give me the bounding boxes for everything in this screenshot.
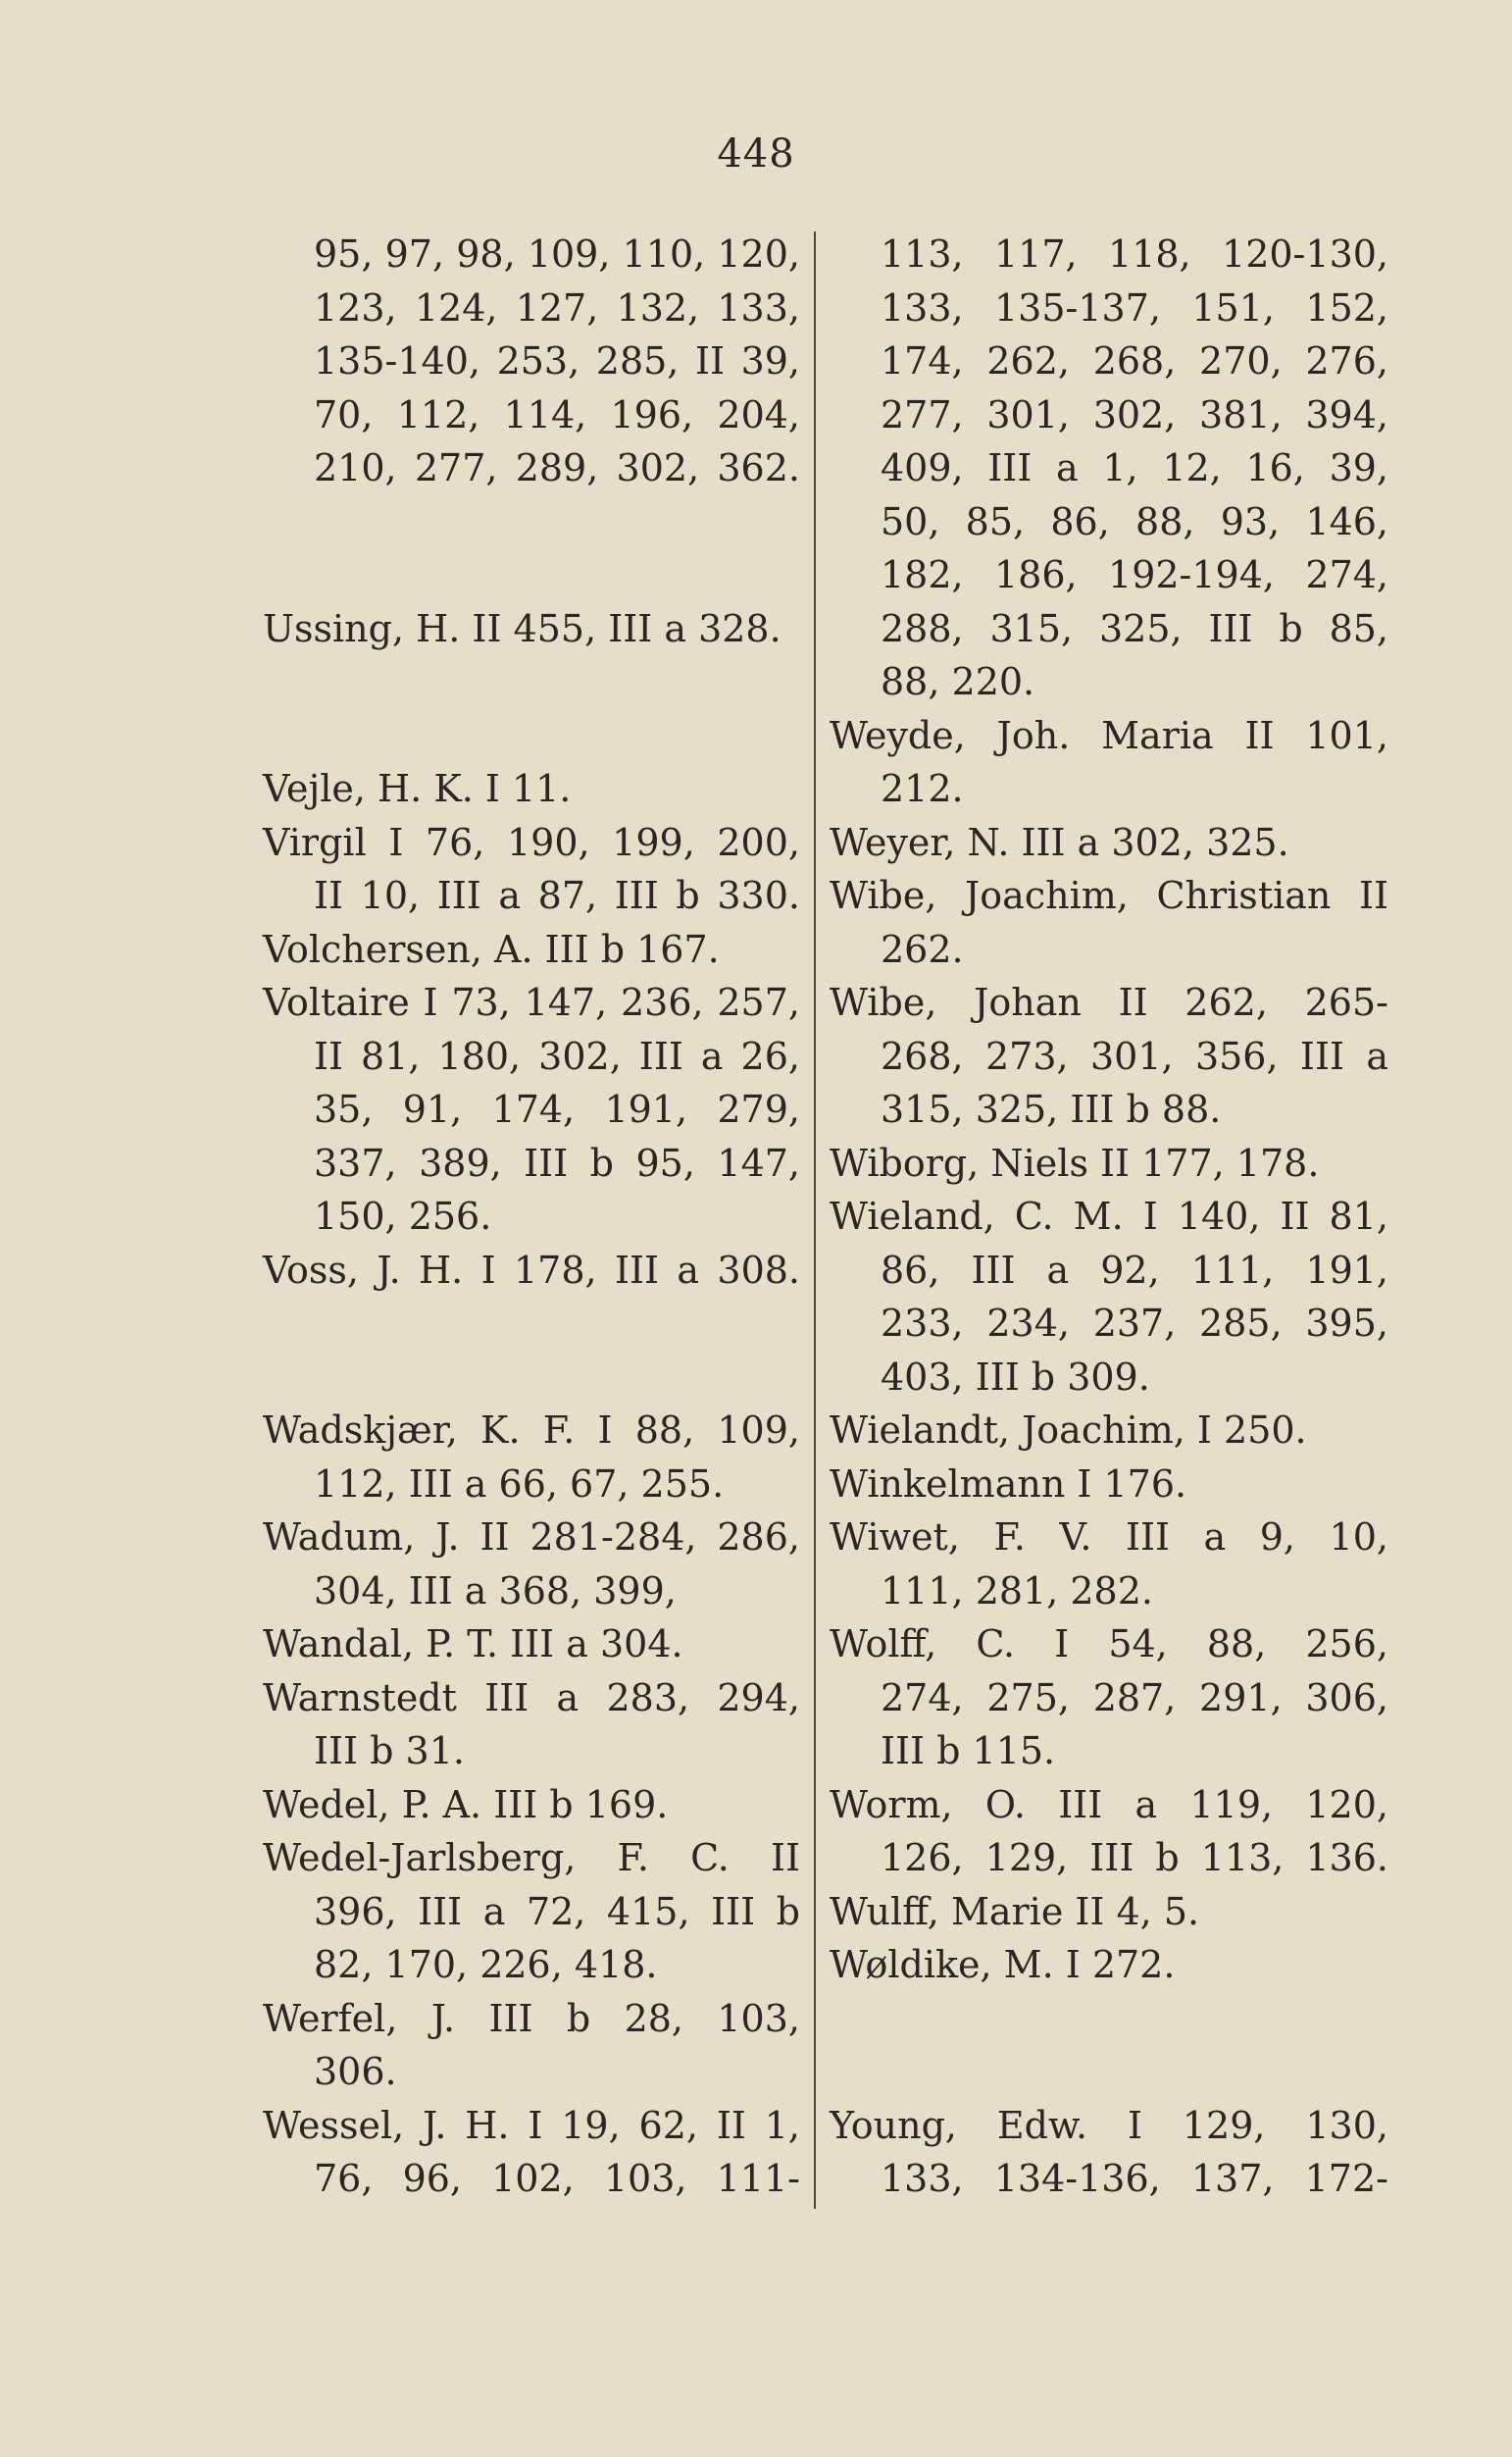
index-column-right bbox=[830, 228, 1388, 2206]
index-entry-voltaire: Voltaire I 73, 147, 236, 257, bbox=[263, 981, 800, 1024]
index-entry-virgil: Virgil I 76, 190, 199, 200, bbox=[263, 820, 800, 864]
index-line: 210, 277, 289, 302, 362. bbox=[314, 446, 800, 489]
index-line: 123, 124, 127, 132, 133, bbox=[314, 285, 800, 330]
index-line: 288, 315, 325, III b 85, bbox=[881, 606, 1388, 650]
index-entry-wiwet: Wiwet, F. V. III a 9, 10, bbox=[830, 1515, 1388, 1559]
index-line: 150, 256. bbox=[314, 1195, 492, 1238]
index-entry-wieland: Wieland, C. M. I 140, II 81, bbox=[830, 1195, 1388, 1238]
index-line: 396, III a 72, 415, III b bbox=[314, 1889, 800, 1933]
index-line: 135-140, 253, 285, II 39, bbox=[314, 339, 800, 383]
index-line: 126, 129, III b 113, 136. bbox=[881, 1836, 1388, 1879]
index-line: 50, 85, 86, 88, 93, 146, bbox=[881, 499, 1388, 543]
index-entry-wulff: Wulff, Marie II 4, 5. bbox=[830, 1889, 1200, 1933]
index-line: 35, 91, 174, 191, 279, bbox=[314, 1088, 800, 1131]
index-entry-winkelmann: Winkelmann I 176. bbox=[830, 1461, 1187, 1506]
index-entry-wibe-joachim: Wibe, Joachim, Christian II bbox=[830, 874, 1388, 917]
index-entry-ussing: Ussing, H. II 455, III a 328. bbox=[263, 606, 781, 650]
index-line: 174, 262, 268, 270, 276, bbox=[881, 339, 1388, 383]
index-entry-woldike: Wøldike, M. I 272. bbox=[830, 1943, 1176, 1986]
index-entry-wadskjaer: Wadskjær, K. F. I 88, 109, bbox=[263, 1408, 800, 1452]
index-entry-vejle: Vejle, H. K. I 11. bbox=[263, 767, 572, 810]
page-number: 448 bbox=[717, 131, 795, 177]
index-entry-young: Young, Edw. I 129, 130, bbox=[830, 2103, 1388, 2147]
index-line: 112, III a 66, 67, 255. bbox=[314, 1461, 725, 1506]
index-line: 113, 117, 118, 120-130, bbox=[881, 232, 1388, 276]
index-line: II 10, III a 87, III b 330. bbox=[314, 874, 800, 917]
index-line: 133, 134-136, 137, 172- bbox=[881, 2157, 1388, 2200]
index-entry-werfel: Werfel, J. III b 28, 103, bbox=[263, 1996, 800, 2040]
index-line: 82, 170, 226, 418. bbox=[314, 1943, 658, 1986]
index-line: 409, III a 1, 12, 16, 39, bbox=[881, 446, 1388, 489]
index-entry-voss: Voss, J. H. I 178, III a 308. bbox=[263, 1248, 800, 1292]
index-entry-wielandt: Wielandt, Joachim, I 250. bbox=[830, 1408, 1307, 1452]
index-line: III b 31. bbox=[314, 1729, 465, 1772]
index-line: 233, 234, 237, 285, 395, bbox=[881, 1302, 1388, 1345]
index-entry-volchersen: Volchersen, A. III b 167. bbox=[263, 927, 720, 971]
index-line: 337, 389, III b 95, 147, bbox=[314, 1141, 800, 1185]
index-line: 95, 97, 98, 109, 110, 120, bbox=[314, 232, 800, 276]
index-line: 304, III a 368, 399, bbox=[314, 1568, 677, 1612]
index-entry-worm: Worm, O. III a 119, 120, bbox=[830, 1782, 1388, 1826]
index-entry-wessel: Wessel, J. H. I 19, 62, II 1, bbox=[263, 2103, 800, 2147]
index-entry-weyde: Weyde, Joh. Maria II 101, bbox=[830, 713, 1388, 757]
index-entry-wedel-jarlsberg: Wedel-Jarlsberg, F. C. II bbox=[263, 1836, 800, 1879]
index-line: 262. bbox=[881, 927, 964, 971]
index-line: 111, 281, 282. bbox=[881, 1568, 1153, 1612]
index-line: 70, 112, 114, 196, 204, bbox=[314, 392, 800, 436]
index-entry-wandal: Wandal, P. T. III a 304. bbox=[263, 1622, 683, 1665]
index-column-left bbox=[263, 228, 800, 2206]
index-line: 315, 325, III b 88. bbox=[881, 1088, 1222, 1131]
index-line: II 81, 180, 302, III a 26, bbox=[314, 1034, 800, 1078]
index-entry-wadum: Wadum, J. II 281-284, 286, bbox=[263, 1515, 800, 1559]
index-line: 403, III b 309. bbox=[881, 1355, 1150, 1399]
index-line: 274, 275, 287, 291, 306, bbox=[881, 1675, 1388, 1719]
index-line: 76, 96, 102, 103, 111- bbox=[314, 2157, 800, 2200]
index-entry-warnstedt: Warnstedt III a 283, 294, bbox=[263, 1675, 800, 1719]
index-line: 182, 186, 192-194, 274, bbox=[881, 553, 1388, 596]
index-entry-wolff: Wolff, C. I 54, 88, 256, bbox=[830, 1622, 1388, 1665]
index-line: 268, 273, 301, 356, III a bbox=[881, 1034, 1388, 1078]
index-entry-wibe-johan: Wibe, Johan II 262, 265- bbox=[830, 981, 1388, 1024]
index-line: III b 115. bbox=[881, 1729, 1056, 1772]
index-entry-weyer: Weyer, N. III a 302, 325. bbox=[830, 820, 1289, 864]
index-line: 86, III a 92, 111, 191, bbox=[881, 1248, 1388, 1292]
index-line: 133, 135-137, 151, 152, bbox=[881, 285, 1388, 330]
index-line: 306. bbox=[314, 2050, 397, 2093]
index-line: 88, 220. bbox=[881, 660, 1035, 703]
index-entry-wiborg: Wiborg, Niels II 177, 178. bbox=[830, 1141, 1320, 1185]
index-line: 277, 301, 302, 381, 394, bbox=[881, 392, 1388, 436]
column-divider bbox=[814, 231, 816, 2209]
index-line: 212. bbox=[881, 767, 964, 810]
index-entry-wedel: Wedel, P. A. III b 169. bbox=[263, 1782, 669, 1826]
